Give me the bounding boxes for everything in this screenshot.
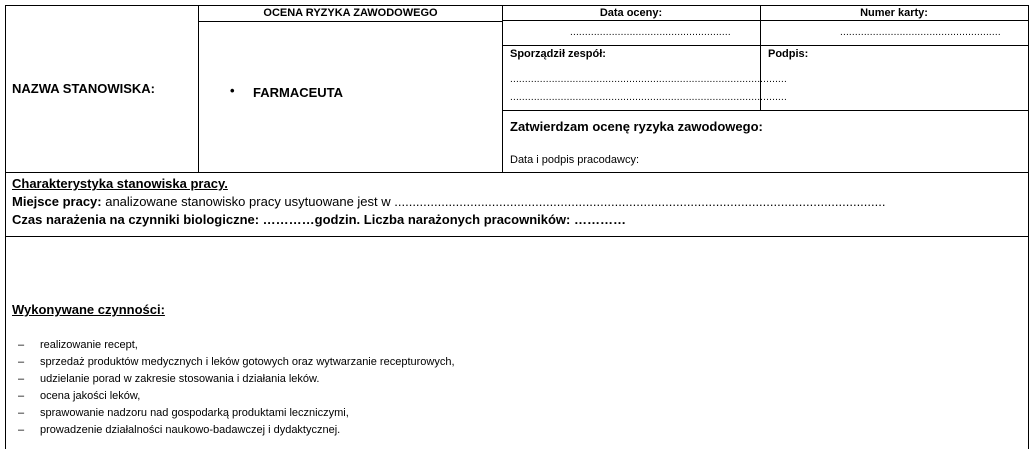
list-item: – ocena jakości leków,	[18, 390, 141, 402]
list-item: – sprzedaż produktów medycznych i leków gotowych oraz wytwarzanie recepturowych,	[18, 356, 455, 368]
divider-v1	[198, 5, 199, 172]
numer-karty-label: Numer karty:	[860, 7, 928, 19]
divider-h-team	[502, 45, 1029, 46]
charakterystyka-title: Charakterystyka stanowiska pracy.	[12, 176, 228, 191]
divider-h-title	[198, 21, 503, 22]
list-dash: –	[18, 356, 25, 368]
list-item: – prowadzenie działalności naukowo-badawczej i dydaktycznej.	[18, 424, 341, 436]
czas-narazenia-text: Czas narażenia na czynniki biologiczne: …………godzin. Liczba narażonych pracowników: …………	[12, 212, 626, 227]
list-item: – realizowanie recept,	[18, 339, 138, 351]
list-dash: –	[18, 373, 25, 385]
data-podpis-label: Data i podpis pracodawcy:	[510, 154, 640, 166]
stanowisko-value: FARMACEUTA	[253, 85, 344, 100]
divider-h-approve	[502, 110, 1029, 111]
list-item: – udzielanie porad w zakresie stosowania i działania leków.	[18, 373, 320, 385]
sporzadzil-line-2[interactable]: .............................................................................................	[510, 92, 787, 103]
divider-h-date	[502, 20, 1029, 21]
divider-v2	[502, 5, 503, 172]
list-dash: –	[18, 390, 25, 402]
czynnosci-title: Wykonywane czynności:	[12, 302, 165, 317]
list-dash: –	[18, 407, 25, 419]
list-item: – sprawowanie nadzoru nad gospodarką produktami leczniczymi,	[18, 407, 349, 419]
list-dash: –	[18, 339, 25, 351]
divider-h-header-bottom	[5, 172, 1029, 173]
list-dash: –	[18, 424, 25, 436]
stanowisko-label: NAZWA STANOWISKA:	[12, 81, 155, 96]
sporzadzil-line-1[interactable]: .............................................................................................	[510, 74, 787, 85]
form-title: OCENA RYZYKA ZAWODOWEGO	[263, 7, 438, 19]
podpis-label: Podpis:	[768, 48, 809, 60]
border-left	[5, 5, 6, 449]
numer-karty-field[interactable]: ......................................................	[840, 27, 1001, 38]
divider-h-charakterystyka	[5, 236, 1029, 237]
data-oceny-label: Data oceny:	[599, 7, 663, 19]
miejsce-pracy-row	[12, 194, 885, 209]
border-top	[5, 5, 1029, 6]
miejsce-pracy-text: analizowane stanowisko pracy usytuowane jest w ........................................................................................................................................	[101, 194, 886, 209]
stanowisko-bullet: •	[230, 83, 235, 98]
sporzadzil-label: Sporządził zespół:	[510, 48, 606, 60]
zatwierdzam-label: Zatwierdzam ocenę ryzyka zawodowego:	[510, 119, 763, 134]
data-oceny-field[interactable]: ......................................................	[570, 27, 731, 38]
border-right	[1028, 5, 1029, 449]
miejsce-pracy-label: Miejsce pracy:	[12, 194, 102, 209]
